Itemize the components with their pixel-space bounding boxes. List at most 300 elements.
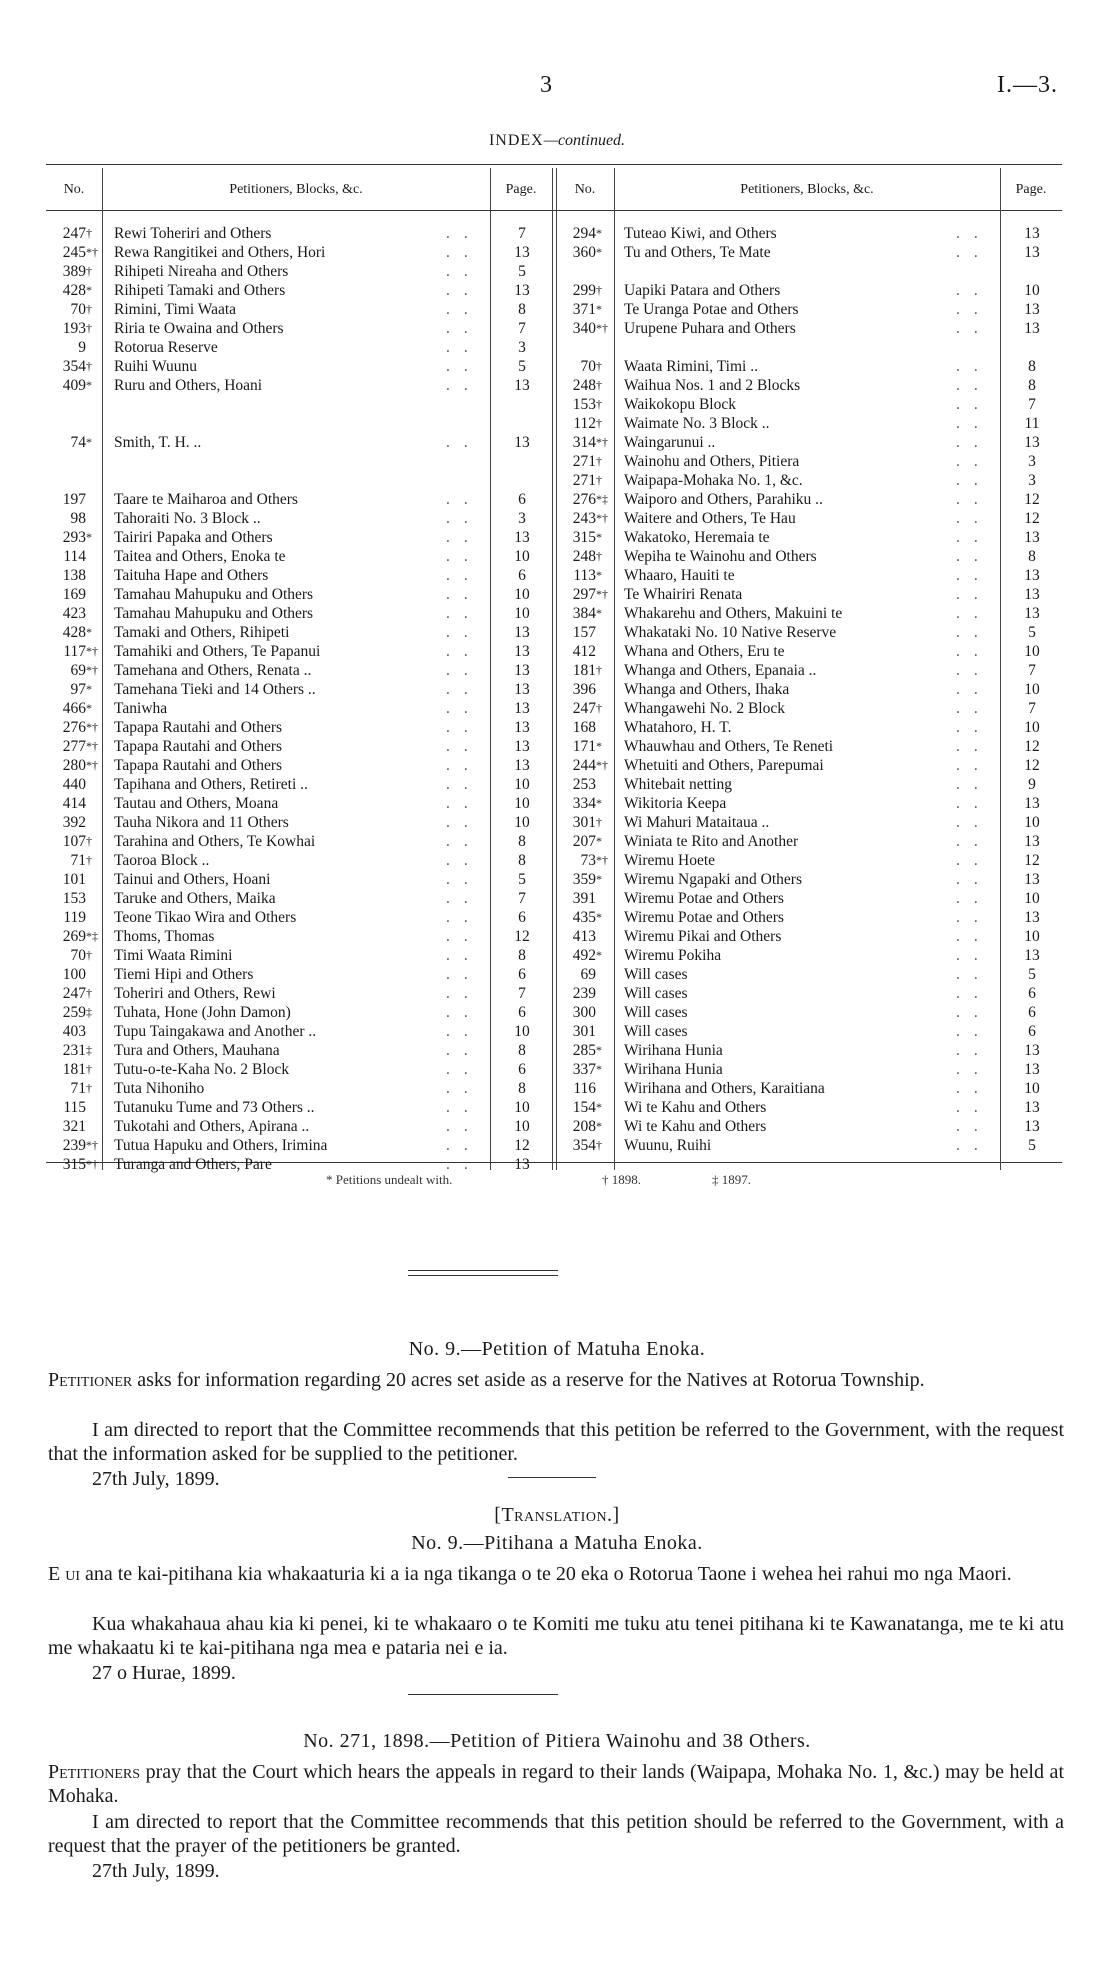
translation-report: Kua whakahaua ahau kia ki penei, ki te whakaaro o te Komiti me tuku atu tenei pitihana ki te Kawanatanga, me te ki atu me whakaatu ki te kai-pitihana nga mea e pataria nei e ia. [48, 1613, 1064, 1659]
index-row [556, 965, 1062, 984]
paper-code: I.—3. [997, 72, 1058, 98]
entry-page: 6 [1028, 985, 1036, 1002]
entry-name: Wainohu and Others, Pitiera [624, 453, 800, 470]
entry-marker: * [596, 226, 602, 240]
index-row [556, 433, 1062, 452]
leader-dots: .. [446, 947, 482, 964]
leader-dots: .. [956, 396, 992, 413]
entry-name: Waihua Nos. 1 and 2 Blocks [624, 377, 801, 394]
index-row [46, 813, 552, 832]
entry-name: Waipapa-Mohaka No. 1, &c. [624, 472, 803, 489]
leader-dots: .. [446, 1023, 482, 1040]
entry-name: Tutua Hapuku and Others, Irimina [114, 1137, 328, 1154]
leader-dots: .. [956, 1061, 992, 1078]
index-row [556, 281, 1062, 300]
entry-number: 73 [580, 852, 596, 869]
index-row [556, 623, 1062, 642]
entry-number: 466 [62, 700, 86, 717]
index-row [556, 1098, 1062, 1117]
entry-page: 8 [518, 301, 526, 318]
entry-marker: * [86, 378, 92, 392]
leader-dots: .. [446, 282, 482, 299]
entry-number: 231 [62, 1042, 86, 1059]
entry-page: 8 [1028, 377, 1036, 394]
leader-dots: .. [956, 491, 992, 508]
entry-name: Tapapa Rautahi and Others [114, 757, 283, 774]
entry-page: 10 [1024, 1080, 1040, 1097]
entry-name: Taoroa Block .. [114, 852, 210, 869]
leader-dots: .. [956, 624, 992, 641]
index-row [46, 1098, 552, 1117]
leader-dots: .. [446, 928, 482, 945]
entry-page: 12 [1024, 852, 1040, 869]
index-row [556, 509, 1062, 528]
index-row [556, 471, 1062, 490]
entry-name: Whakarehu and Others, Makuini te [624, 605, 843, 622]
entry-page: 13 [514, 643, 530, 660]
entry-page: 5 [518, 871, 526, 888]
header-no-right: No. [574, 182, 596, 197]
entry-page: 7 [1028, 396, 1036, 413]
leader-dots: .. [446, 795, 482, 812]
entry-number: 315 [62, 1156, 86, 1173]
entry-marker: * [596, 1062, 602, 1076]
index-row [46, 832, 552, 851]
entry-page: 13 [514, 757, 530, 774]
entry-marker: † [86, 853, 92, 867]
index-row [556, 699, 1062, 718]
entry-name: Wiremu Potae and Others [624, 890, 784, 907]
page-number: 3 [540, 72, 552, 98]
entry-number: 360 [572, 244, 596, 261]
entry-number: 259 [62, 1004, 86, 1021]
entry-number: 384 [572, 605, 596, 622]
index-row [46, 851, 552, 870]
entry-name: Taituha Hape and Others [114, 567, 269, 584]
entry-page: 5 [1028, 624, 1036, 641]
leader-dots: .. [956, 1118, 992, 1135]
entry-page: 10 [514, 1118, 530, 1135]
entry-page: 13 [514, 244, 530, 261]
entry-name: Ruru and Others, Hoani [114, 377, 263, 394]
index-row [46, 604, 552, 623]
leader-dots: .. [956, 985, 992, 1002]
petition-9-lead: Petitioner [48, 1369, 133, 1391]
entry-number: 70 [70, 301, 86, 318]
entry-page: 13 [514, 624, 530, 641]
entry-number: 248 [572, 377, 596, 394]
index-row [556, 1117, 1062, 1136]
entry-page: 12 [514, 928, 530, 945]
leader-dots: .. [956, 966, 992, 983]
entry-number: 70 [70, 947, 86, 964]
entry-marker: *† [86, 245, 98, 259]
entry-marker: * [86, 530, 92, 544]
entry-name: Tuta Nihoniho [114, 1080, 205, 1097]
entry-name: Wiremu Pikai and Others [624, 928, 782, 945]
entry-number: 9 [78, 339, 86, 356]
entry-number: 97 [70, 681, 86, 698]
leader-dots: .. [446, 719, 482, 736]
entry-name: Wakatoko, Heremaia te [624, 529, 770, 546]
entry-name: Tapihana and Others, Retireti .. [114, 776, 308, 793]
entry-number: 253 [572, 776, 596, 793]
entry-marker: * [596, 302, 602, 316]
entry-number: 354 [62, 358, 86, 375]
index-row [556, 756, 1062, 775]
leader-dots: .. [446, 643, 482, 660]
index-row [556, 737, 1062, 756]
entry-page: 10 [1024, 719, 1040, 736]
leader-dots: .. [446, 700, 482, 717]
entry-number: 428 [62, 624, 86, 641]
entry-marker: † [86, 986, 92, 1000]
entry-number: 193 [62, 320, 86, 337]
entry-name: Taare te Maiharoa and Others [114, 491, 298, 508]
entry-marker: * [596, 606, 602, 620]
index-row [46, 547, 552, 566]
row-spacer [556, 338, 1062, 357]
entry-number: 98 [70, 510, 86, 527]
translation-title: No. 9.—Pitihana a Matuha Enoka. [411, 1532, 703, 1554]
leader-dots: .. [446, 1156, 482, 1173]
entry-page: 10 [514, 795, 530, 812]
leader-dots: .. [956, 890, 992, 907]
entry-number: 321 [62, 1118, 86, 1135]
index-row [46, 946, 552, 965]
index-row [556, 642, 1062, 661]
entry-page: 10 [1024, 814, 1040, 831]
entry-number: 138 [62, 567, 86, 584]
entry-page: 6 [1028, 1004, 1036, 1021]
leader-dots: .. [956, 681, 992, 698]
entry-name: Tupu Taingakawa and Another .. [114, 1023, 317, 1040]
leader-dots: .. [446, 1042, 482, 1059]
entry-page: 12 [514, 1137, 530, 1154]
index-row [556, 661, 1062, 680]
petition-271-date: 27th July, 1899. [92, 1860, 220, 1882]
index-row [46, 870, 552, 889]
entry-marker: * [86, 682, 92, 696]
entry-number: 354 [572, 1137, 596, 1154]
entry-page: 6 [1028, 1023, 1036, 1040]
entry-page: 8 [518, 852, 526, 869]
entry-name: Waimate No. 3 Block .. [624, 415, 770, 432]
index-row [46, 1022, 552, 1041]
index-row [46, 642, 552, 661]
leader-dots: .. [446, 1118, 482, 1135]
entry-number: 248 [572, 548, 596, 565]
index-row [46, 338, 552, 357]
entry-name: Will cases [624, 966, 688, 983]
entry-number: 301 [572, 1023, 596, 1040]
entry-number: 245 [62, 244, 86, 261]
petition-9-p1: asks for information regarding 20 acres set aside as a reserve for the Natives at Rotorua Township. [137, 1369, 925, 1391]
index-title-continued: —continued. [543, 132, 626, 149]
leader-dots: .. [446, 225, 482, 242]
entry-number: 153 [62, 890, 86, 907]
index-row [46, 585, 552, 604]
entry-marker: * [596, 1119, 602, 1133]
entry-page: 7 [1028, 700, 1036, 717]
header-no-left: No. [63, 182, 85, 197]
entry-marker: † [86, 1062, 92, 1076]
leader-dots: .. [956, 662, 992, 679]
table-header-rule [46, 210, 1062, 211]
entry-name: Whetuiti and Others, Parepumai [624, 757, 824, 774]
entry-number: 69 [580, 966, 596, 983]
index-row [556, 1003, 1062, 1022]
leader-dots: .. [446, 1004, 482, 1021]
entry-name: Whitebait netting [624, 776, 733, 793]
entry-page: 8 [518, 1042, 526, 1059]
index-row [46, 1060, 552, 1079]
entry-name: Whanga and Others, Epanaia .. [624, 662, 817, 679]
entry-name: Whatahoro, H. T. [624, 719, 732, 736]
index-row [556, 1022, 1062, 1041]
entry-page: 8 [518, 1080, 526, 1097]
entry-name: Waiporo and Others, Parahiku .. [624, 491, 823, 508]
entry-page: 3 [518, 339, 526, 356]
entry-number: 389 [62, 263, 86, 280]
leader-dots: .. [446, 1080, 482, 1097]
leader-dots: .. [956, 833, 992, 850]
entry-name: Te Uranga Potae and Others [624, 301, 799, 318]
index-row [556, 1079, 1062, 1098]
entry-name: Uapiki Patara and Others [624, 282, 781, 299]
leader-dots: .. [956, 700, 992, 717]
leader-dots: .. [446, 339, 482, 356]
header-page-right: Page. [1015, 182, 1047, 197]
entry-page: 10 [514, 548, 530, 565]
leader-dots: .. [956, 1004, 992, 1021]
entry-page: 13 [514, 529, 530, 546]
entry-name: Tutu-o-te-Kaha No. 2 Block [114, 1061, 290, 1078]
entry-marker: † [596, 815, 602, 829]
entry-number: 440 [62, 776, 86, 793]
footnote-1897: ‡ 1897. [712, 1172, 751, 1187]
entry-page: 12 [1024, 738, 1040, 755]
entry-marker: † [596, 359, 602, 373]
petition-9-report: I am directed to report that the Committee recommends that this petition be referred to the Government, with the request that the information asked for be supplied to the petitioner. [48, 1419, 1064, 1465]
entry-marker: *† [596, 321, 608, 335]
petition-271-body [48, 1760, 1064, 1808]
petition-9-body [48, 1368, 1064, 1392]
entry-page: 7 [1028, 662, 1036, 679]
entry-marker: * [596, 245, 602, 259]
entry-number: 115 [63, 1099, 86, 1116]
entry-number: 100 [62, 966, 86, 983]
entry-name: Waitere and Others, Te Hau [624, 510, 796, 527]
entry-marker: * [596, 739, 602, 753]
index-row [46, 756, 552, 775]
header-petitioners-left: Petitioners, Blocks, &c. [229, 182, 363, 197]
index-row [556, 870, 1062, 889]
entry-name: Tu and Others, Te Mate [624, 244, 771, 261]
entry-marker: * [86, 435, 92, 449]
entry-marker: † [596, 416, 602, 430]
leader-dots: .. [446, 1061, 482, 1078]
entry-page: 5 [1028, 1137, 1036, 1154]
entry-page: 13 [1024, 244, 1040, 261]
leader-dots: .. [446, 985, 482, 1002]
leader-dots: .. [956, 643, 992, 660]
entry-number: 247 [572, 700, 596, 717]
entry-name: Whaaro, Hauiti te [624, 567, 735, 584]
translation-body [48, 1562, 1064, 1586]
index-title-main: INDEX [488, 132, 544, 149]
entry-number: 168 [572, 719, 596, 736]
index-row [556, 889, 1062, 908]
entry-number: 244 [572, 757, 596, 774]
entry-number: 239 [572, 985, 596, 1002]
entry-marker: * [596, 910, 602, 924]
entry-page: 13 [1024, 301, 1040, 318]
entry-marker: *† [596, 758, 608, 772]
entry-marker: *† [86, 1157, 98, 1171]
entry-marker: * [596, 568, 602, 582]
entry-page: 13 [514, 434, 530, 451]
entry-page: 10 [514, 586, 530, 603]
entry-page: 3 [518, 510, 526, 527]
entry-marker: † [86, 264, 92, 278]
entry-number: 154 [572, 1099, 596, 1116]
index-row [556, 395, 1062, 414]
leader-dots: .. [956, 1042, 992, 1059]
entry-number: 403 [62, 1023, 86, 1040]
index-row [556, 832, 1062, 851]
entry-page: 7 [518, 890, 526, 907]
entry-number: 239 [62, 1137, 86, 1154]
index-row [46, 794, 552, 813]
entry-number: 247 [62, 225, 86, 242]
entry-number: 414 [62, 795, 86, 812]
index-row [556, 680, 1062, 699]
entry-page: 10 [514, 605, 530, 622]
entry-marker: *† [86, 663, 98, 677]
entry-name: Tutanuku Tume and 73 Others .. [114, 1099, 315, 1116]
index-row [46, 376, 552, 395]
leader-dots: .. [446, 301, 482, 318]
leader-dots: .. [446, 890, 482, 907]
entry-name: Tauha Nikora and 11 Others [114, 814, 289, 831]
index-row [556, 908, 1062, 927]
entry-name: Timi Waata Rimini [114, 947, 233, 964]
leader-dots: .. [956, 301, 992, 318]
leader-dots: .. [446, 244, 482, 261]
entry-page: 10 [1024, 890, 1040, 907]
entry-page: 13 [514, 662, 530, 679]
entry-page: 13 [1024, 1118, 1040, 1135]
entry-page: 10 [1024, 643, 1040, 660]
entry-page: 3 [1028, 453, 1036, 470]
entry-name: Whanga and Others, Ihaka [624, 681, 790, 698]
leader-dots: .. [956, 947, 992, 964]
entry-marker: * [596, 1043, 602, 1057]
entry-number: 157 [572, 624, 596, 641]
leader-dots: .. [956, 1137, 992, 1154]
index-row [46, 319, 552, 338]
entry-number: 276 [572, 491, 596, 508]
entry-page: 13 [1024, 1099, 1040, 1116]
index-row [556, 851, 1062, 870]
index-row [46, 1079, 552, 1098]
entry-number: 340 [572, 320, 596, 337]
index-row [556, 490, 1062, 509]
entry-name: Wepiha te Wainohu and Others [624, 548, 817, 565]
entry-name: Rewa Rangitikei and Others, Hori [114, 244, 326, 261]
entry-name: Tapapa Rautahi and Others [114, 738, 283, 755]
entry-number: 269 [62, 928, 86, 945]
leader-dots: .. [446, 586, 482, 603]
leader-dots: .. [446, 852, 482, 869]
footnote-undealt: * Petitions undealt with. [326, 1172, 453, 1187]
entry-page: 10 [514, 814, 530, 831]
entry-page: 3 [1028, 472, 1036, 489]
table-top-rule [46, 164, 1062, 165]
entry-name: Tuteao Kiwi, and Others [624, 225, 777, 242]
entry-marker: † [86, 226, 92, 240]
entry-number: 392 [62, 814, 86, 831]
entry-marker: † [86, 948, 92, 962]
leader-dots: .. [956, 1080, 992, 1097]
entry-page: 10 [514, 1023, 530, 1040]
index-column-right [556, 224, 1062, 1155]
index-row [46, 357, 552, 376]
entry-name: Tamehana and Others, Renata .. [114, 662, 312, 679]
leader-dots: .. [446, 871, 482, 888]
leader-dots: .. [956, 320, 992, 337]
entry-marker: *† [86, 644, 98, 658]
entry-name: Will cases [624, 985, 688, 1002]
entry-number: 71 [70, 1080, 86, 1097]
index-table [46, 162, 1062, 1187]
entry-number: 359 [572, 871, 596, 888]
entry-number: 117 [63, 643, 86, 660]
leader-dots: .. [956, 1023, 992, 1040]
entry-page: 7 [518, 985, 526, 1002]
petition-9-title: No. 9.—Petition of Matuha Enoka. [408, 1338, 706, 1360]
entry-marker: *† [86, 739, 98, 753]
index-row [556, 1041, 1062, 1060]
leader-dots: .. [446, 1137, 482, 1154]
entry-number: 299 [572, 282, 596, 299]
entry-marker: *† [86, 720, 98, 734]
entry-name: Tamahau Mahupuku and Others [114, 605, 314, 622]
index-row [46, 661, 552, 680]
index-row [46, 262, 552, 281]
entry-number: 197 [62, 491, 86, 508]
entry-marker: * [596, 872, 602, 886]
entry-number: 334 [572, 795, 596, 812]
leader-dots: .. [446, 757, 482, 774]
entry-page: 13 [514, 738, 530, 755]
entry-page: 12 [1024, 510, 1040, 527]
entry-page: 13 [1024, 320, 1040, 337]
entry-marker: * [596, 796, 602, 810]
header-page-left: Page. [505, 182, 537, 197]
petition-271-lead: Petitioners [48, 1761, 140, 1783]
entry-marker: ‡ [86, 1043, 92, 1057]
index-row [556, 414, 1062, 433]
index-row [46, 1041, 552, 1060]
index-row [46, 528, 552, 547]
index-row [556, 927, 1062, 946]
index-column-left [46, 224, 552, 1174]
entry-number: 371 [572, 301, 596, 318]
leader-dots: .. [956, 472, 992, 489]
index-row [46, 965, 552, 984]
